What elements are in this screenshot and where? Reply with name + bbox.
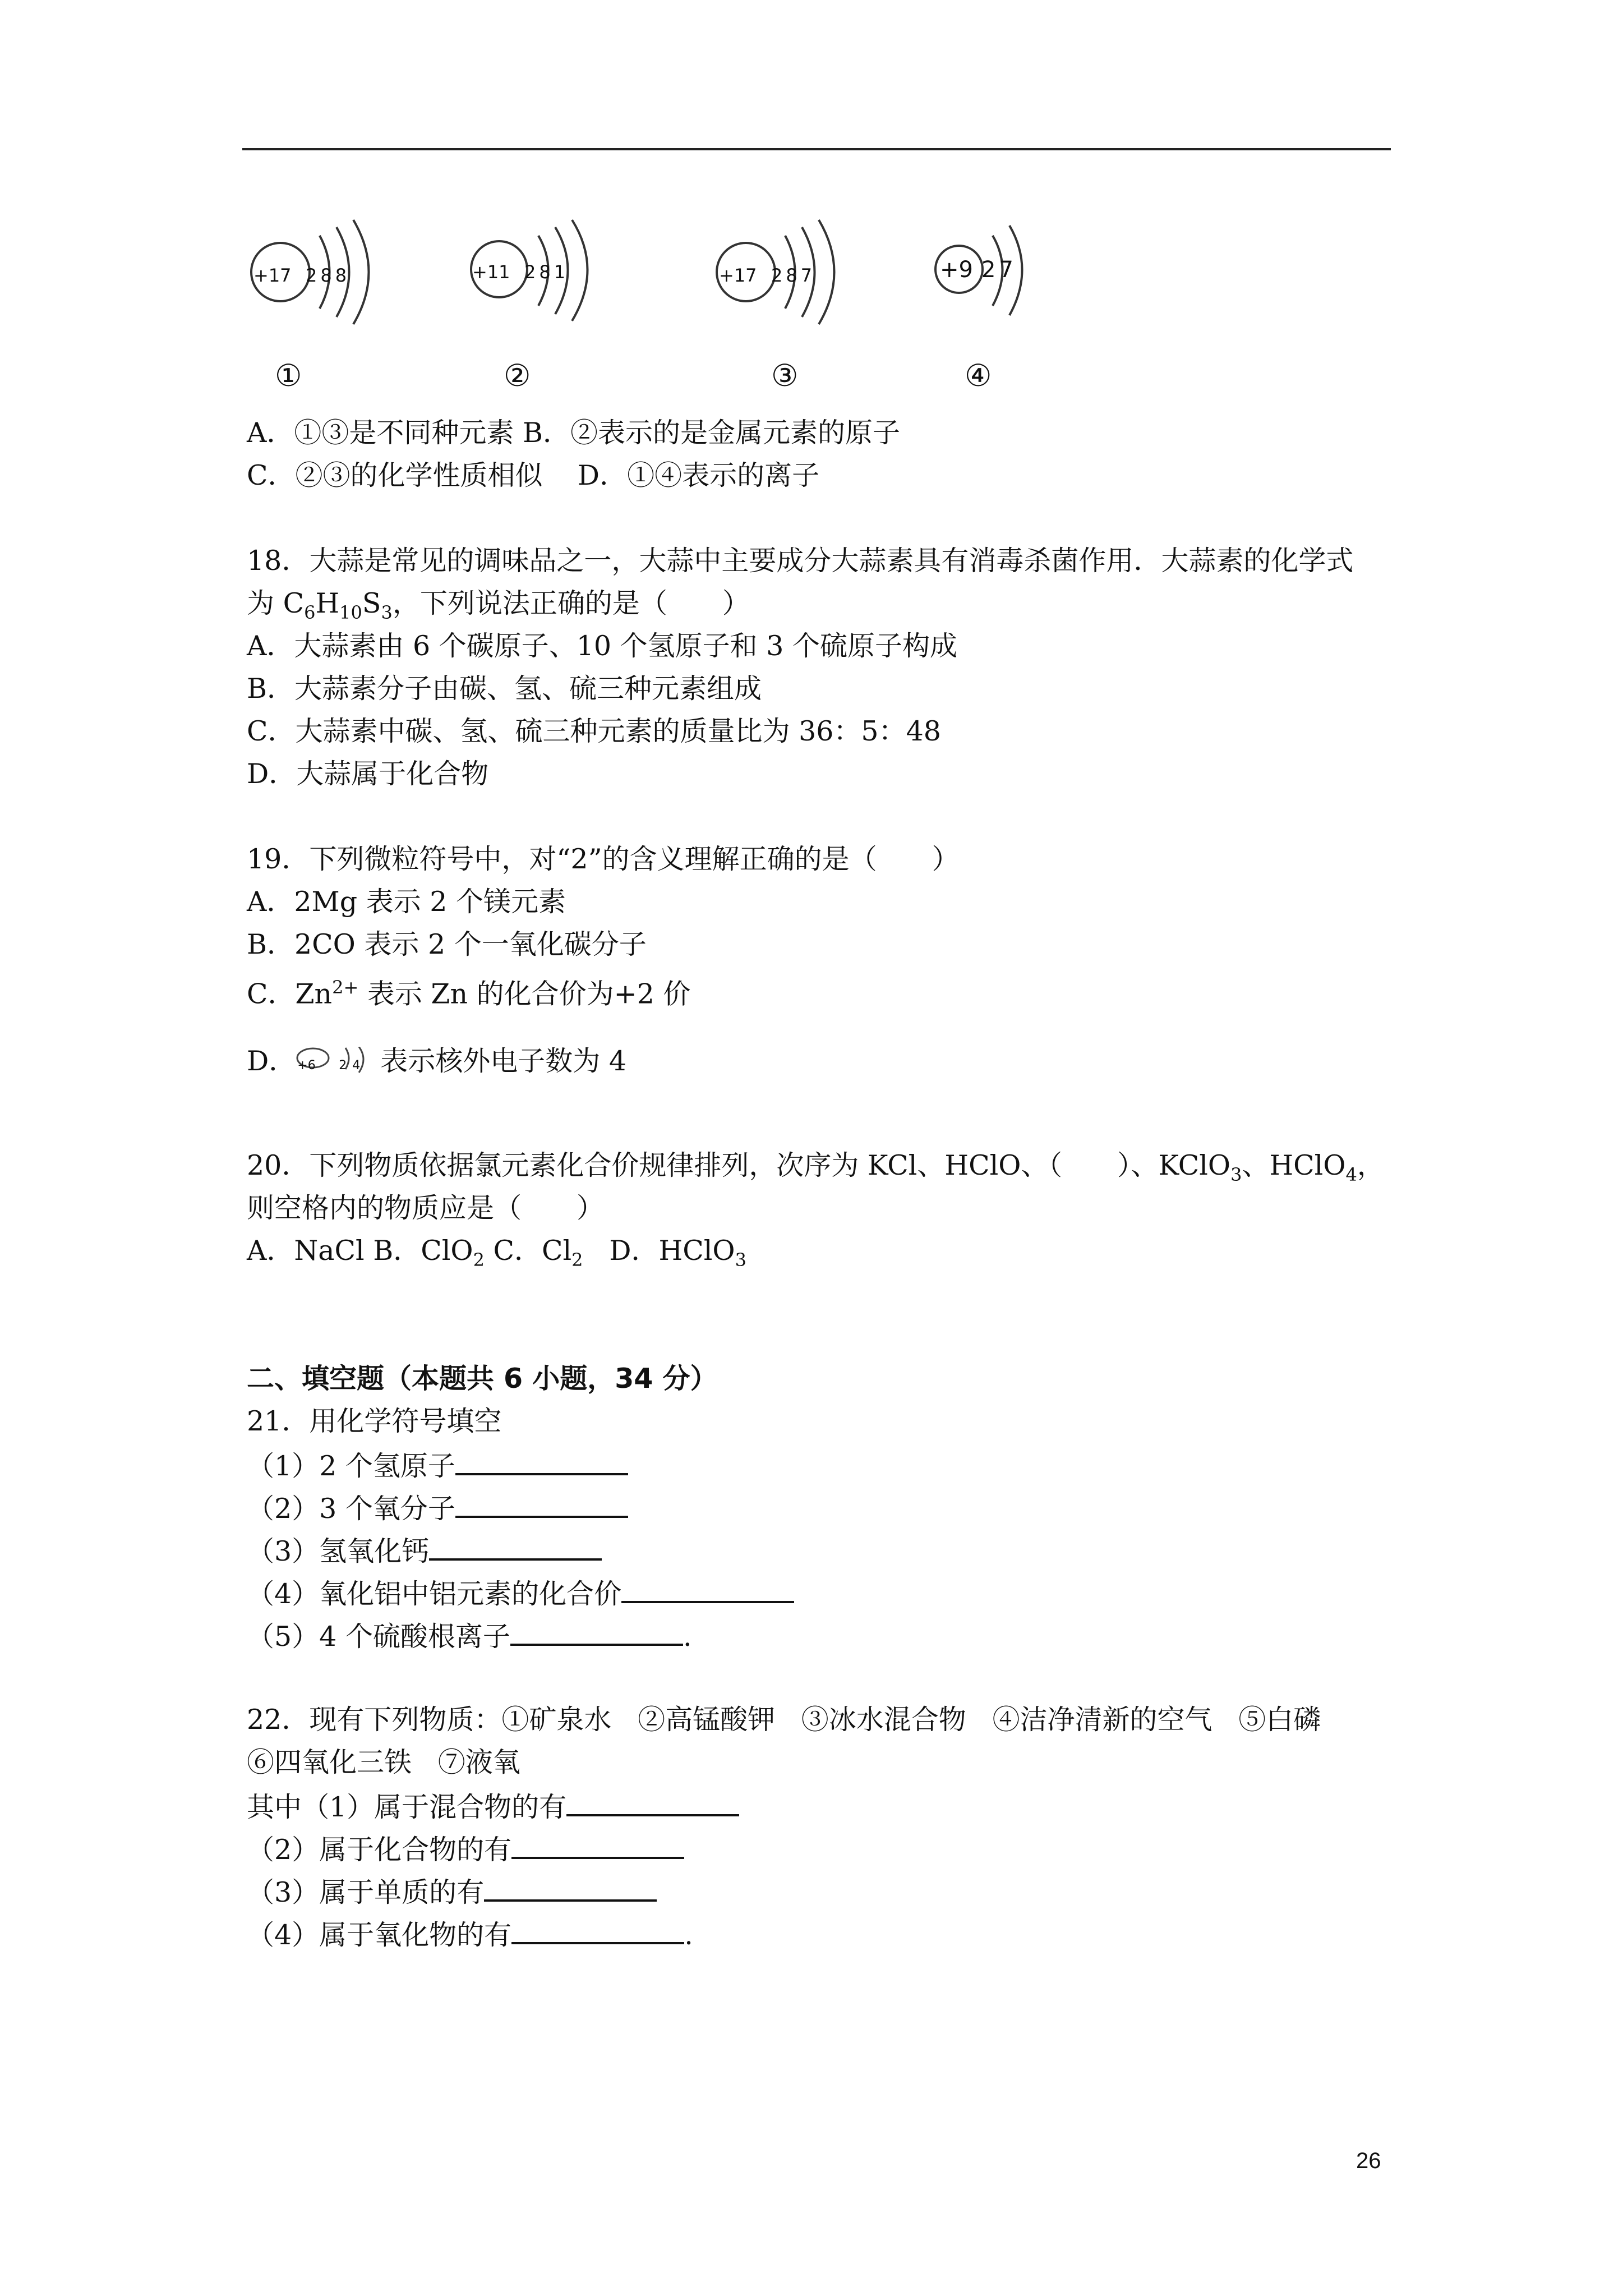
q19-option-c — [247, 970, 690, 1011]
header-rule — [242, 148, 1391, 150]
q21-item-2 — [247, 1490, 628, 1526]
q18-option-a: A．大蒜素由 6 个碳原子、10 个氢原子和 3 个硫原子构成 — [247, 630, 957, 662]
page-number: 26 — [1356, 2148, 1381, 2173]
atom-marker-4: ④ — [965, 358, 992, 393]
q21-item-5-blank[interactable] — [510, 1618, 683, 1646]
q21-item-1 — [247, 1447, 628, 1483]
q18-stem-line2 — [247, 587, 750, 629]
q19-d-post: 表示核外电子数为 4 — [380, 1045, 627, 1077]
q19-mini-atom-nucleus: +6 — [297, 1058, 316, 1073]
q19-d-pre: D． — [247, 1045, 297, 1077]
q22-end-period: . — [684, 1919, 693, 1951]
q19-c-sup: 2+ — [332, 977, 359, 998]
q22-item-2 — [247, 1831, 684, 1867]
q17-options-line1: A．①③是不同种元素 B．②表示的是金属元素的原子 — [247, 417, 900, 449]
q22-item-1 — [247, 1788, 739, 1824]
q22-item-2-blank[interactable] — [511, 1831, 684, 1859]
q22-item-1-label: 其中（1）属于混合物的有 — [247, 1791, 567, 1823]
atom-diagram-1 — [241, 213, 409, 325]
q22-item-4-blank[interactable] — [511, 1916, 684, 1944]
q21-item-5-label: （5）4 个硫酸根离子 — [247, 1621, 510, 1653]
q21-item-3-blank[interactable] — [429, 1533, 602, 1561]
q21-item-5 — [247, 1618, 692, 1654]
q20-options — [247, 1234, 746, 1277]
q21-item-1-blank[interactable] — [455, 1447, 628, 1475]
q20-opt-sub3: 3 — [735, 1249, 746, 1271]
q22-item-3-blank[interactable] — [484, 1874, 657, 1902]
atom-diagrams — [236, 213, 1133, 398]
q21-stem: 21．用化学符号填空 — [247, 1405, 502, 1437]
q21-item-4-blank[interactable] — [621, 1575, 794, 1603]
q22-item-3-label: （3）属于单质的有 — [247, 1876, 485, 1908]
q21-item-1-label: （1）2 个氢原子 — [247, 1450, 455, 1482]
atom-electrons-2: 281 — [524, 261, 569, 283]
q20-opt-pre: A．NaCl B．ClO — [247, 1235, 473, 1267]
q18-sub-c: 6 — [304, 601, 316, 623]
atom-diagram-4 — [925, 213, 1094, 325]
q19-option-a: A．2Mg 表示 2 个镁元素 — [247, 886, 566, 918]
q18-stem-line1: 18．大蒜是常见的调味品之一，大蒜中主要成分大蒜素具有消毒杀菌作用．大蒜素的化学式 — [247, 545, 1354, 577]
q20-stem1-post: ， — [1357, 1149, 1385, 1181]
q19-option-b: B．2CO 表示 2 个一氧化碳分子 — [247, 928, 647, 960]
atom-electrons-1: 288 — [306, 265, 351, 286]
q20-stem1-mid: 、HClO — [1242, 1149, 1346, 1181]
q20-stem1-sub2: 4 — [1345, 1163, 1357, 1185]
section2-heading: 二、填空题（本题共 6 小题，34 分） — [247, 1363, 718, 1395]
atom-marker-2: ② — [504, 358, 531, 393]
q19-mini-atom-diagram — [296, 1047, 380, 1080]
atom-nucleus-3: +17 — [719, 265, 757, 286]
q19-c-post: 表示 Zn 的化合价为+2 价 — [358, 978, 691, 1010]
q22-item-2-label: （2）属于化合物的有 — [247, 1834, 512, 1866]
q17-options-line2: C．②③的化学性质相似 D．①④表示的离子 — [247, 459, 820, 491]
q22-stem-line2: ⑥四氧化三铁 ⑦液氧 — [247, 1746, 520, 1778]
q22-item-4-label: （4）属于氧化物的有 — [247, 1919, 512, 1951]
q20-stem1-pre: 20．下列物质依据氯元素化合价规律排列，次序为 KCl、HClO、（ ）、KClO — [247, 1149, 1231, 1181]
q18-option-c: C．大蒜素中碳、氢、硫三种元素的质量比为 36：5：48 — [247, 715, 941, 747]
atom-electrons-3: 287 — [771, 265, 816, 286]
q19-c-pre: C．Zn — [247, 978, 333, 1010]
q21-end-period: . — [683, 1621, 692, 1653]
q22-stem-line1: 22．现有下列物质：①矿泉水 ②高锰酸钾 ③冰水混合物 ④洁净清新的空气 ⑤白磷 — [247, 1704, 1321, 1736]
q21-item-2-blank[interactable] — [455, 1490, 628, 1518]
atom-marker-3: ③ — [771, 358, 799, 393]
q22-item-4 — [247, 1916, 693, 1952]
atom-nucleus-1: +17 — [253, 265, 292, 286]
atom-electrons-4: 27 — [981, 257, 1017, 283]
q21-item-3-label: （3）氢氧化钙 — [247, 1535, 430, 1567]
atom-nucleus-2: +11 — [472, 261, 510, 283]
q18-formula-h: H — [315, 587, 340, 619]
q20-opt-sub1: 2 — [473, 1249, 485, 1271]
q21-item-3 — [247, 1533, 602, 1568]
q18-option-d: D．大蒜属于化合物 — [247, 758, 489, 790]
q18-formula-s: S — [362, 587, 381, 619]
q20-stem-line2: 则空格内的物质应是（ ） — [247, 1192, 605, 1224]
q22-item-3 — [247, 1874, 657, 1910]
q22-item-1-blank[interactable] — [566, 1788, 739, 1816]
q21-item-4 — [247, 1575, 794, 1611]
q20-opt-mid2: D．HClO — [583, 1235, 735, 1267]
q18-option-b: B．大蒜素分子由碳、氢、硫三种元素组成 — [247, 673, 762, 705]
q18-sub-h: 10 — [339, 601, 362, 623]
q18-stem-post: ，下列说法正确的是（ ） — [392, 587, 750, 619]
q18-formula-pre: 为 C — [247, 587, 305, 619]
q21-item-2-label: （2）3 个氧分子 — [247, 1493, 455, 1525]
q19-option-d — [247, 1045, 626, 1080]
q20-stem-line1 — [247, 1149, 1385, 1191]
atom-marker-1: ① — [275, 358, 302, 393]
q20-opt-mid1: C．Cl — [484, 1235, 572, 1267]
atom-nucleus-4: +9 — [940, 257, 973, 283]
q20-opt-sub2: 2 — [571, 1249, 583, 1271]
q21-item-4-label: （4）氧化铝中铝元素的化合价 — [247, 1578, 622, 1610]
q19-mini-atom-electrons: 24 — [339, 1058, 366, 1073]
atom-diagram-2 — [460, 213, 628, 325]
atom-diagram-3 — [707, 213, 875, 325]
q20-stem1-sub1: 3 — [1230, 1163, 1242, 1185]
q18-sub-s: 3 — [381, 601, 393, 623]
q19-stem: 19．下列微粒符号中，对“2”的含义理解正确的是（ ） — [247, 843, 960, 875]
